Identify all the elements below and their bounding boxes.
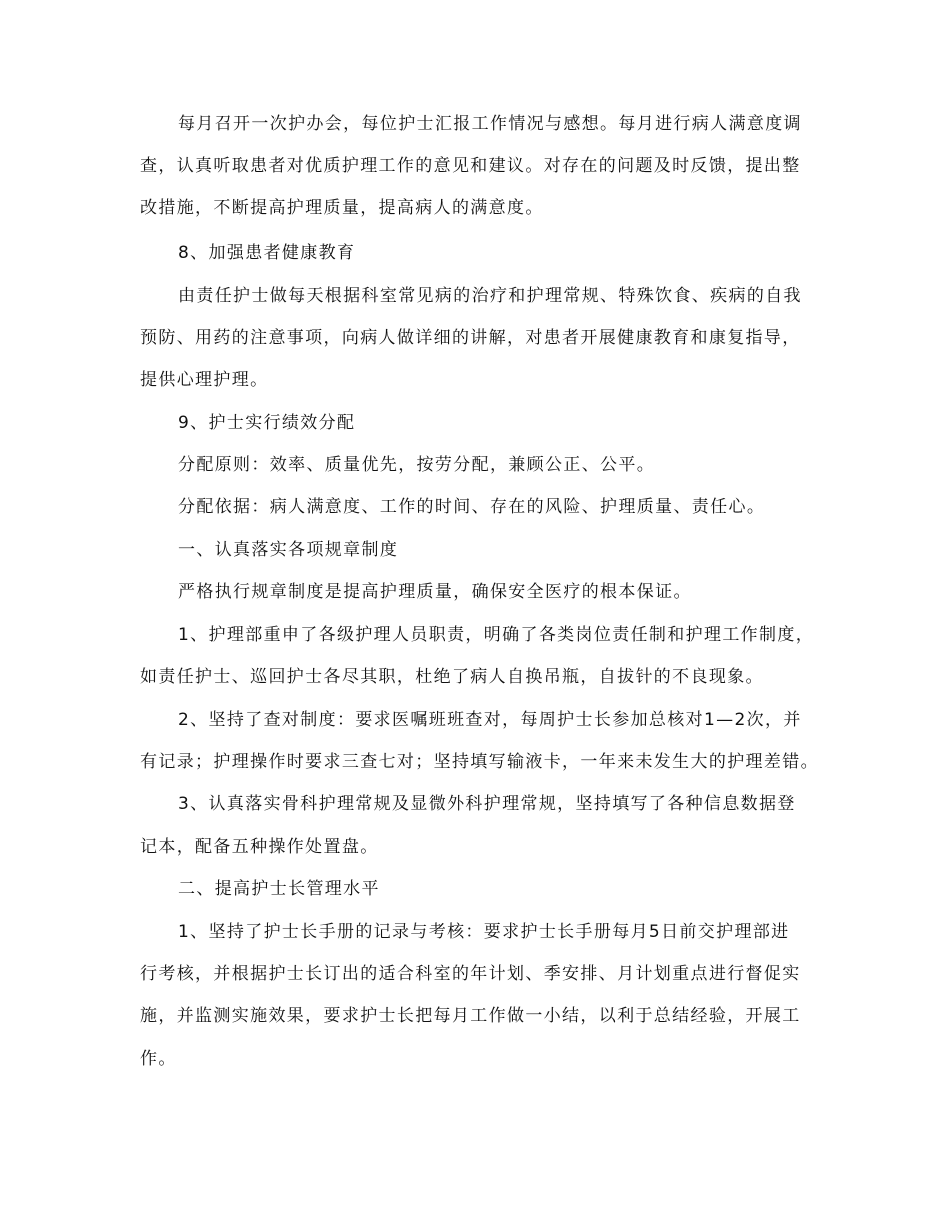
text-line: 由责任护士做每天根据科室常见病的治疗和护理常规、特殊饮食、疾病的自我 (178, 286, 802, 306)
section-heading: 8、加强患者健康教育 (178, 243, 356, 263)
text-line: 1、护理部重申了各级护理人员职责，明确了各类岗位责任制和护理工作制度， (178, 625, 815, 645)
text-line: 2、坚持了查对制度：要求医嘱班班查对，每周护士长参加总核对1—2次，并 (178, 710, 802, 730)
text-line: 严格执行规章制度是提高护理质量，确保安全医疗的根本保证。 (178, 582, 692, 602)
text-line: 如责任护士、巡回护士各尽其职，杜绝了病人自换吊瓶，自拔针的不良现象。 (140, 667, 764, 687)
text-line: 每月召开一次护办会，每位护士汇报工作情况与感想。每月进行病人满意度调 (178, 114, 802, 134)
text-line: 分配原则：效率、质量优先，按劳分配，兼顾公正、公平。 (178, 455, 656, 475)
section-heading: 一、认真落实各项规章制度 (178, 540, 399, 560)
text-line: 1、坚持了护士长手册的记录与考核：要求护士长手册每月5日前交护理部进 (178, 922, 790, 942)
section-heading: 9、护士实行绩效分配 (178, 413, 356, 433)
text-line: 3、认真落实骨科护理常规及显微外科护理常规，坚持填写了各种信息数据登 (178, 794, 796, 814)
text-line: 记本，配备五种操作处置盘。 (140, 837, 379, 857)
text-line: 分配依据：病人满意度、工作的时间、存在的风险、护理质量、责任心。 (178, 497, 766, 517)
text-line: 预防、用药的注意事项，向病人做详细的讲解，对患者开展健康教育和康复指导， (140, 328, 801, 348)
text-line: 查，认真听取患者对优质护理工作的意见和建议。对存在的问题及时反馈，提出整 (140, 156, 801, 176)
text-line: 改措施，不断提高护理质量，提高病人的满意度。 (140, 198, 544, 218)
section-heading: 二、提高护士长管理水平 (178, 879, 380, 899)
text-line: 施，并监测实施效果，要求护士长把每月工作做一小结，以利于总结经验，开展工 (140, 1006, 801, 1026)
text-line: 有记录；护理操作时要求三查七对；坚持填写输液卡，一年来未发生大的护理差错。 (140, 752, 819, 772)
text-line: 作。 (140, 1049, 177, 1069)
text-line: 行考核，并根据护士长订出的适合科室的年计划、季安排、月计划重点进行督促实 (140, 964, 801, 984)
text-line: 提供心理护理。 (140, 370, 269, 390)
